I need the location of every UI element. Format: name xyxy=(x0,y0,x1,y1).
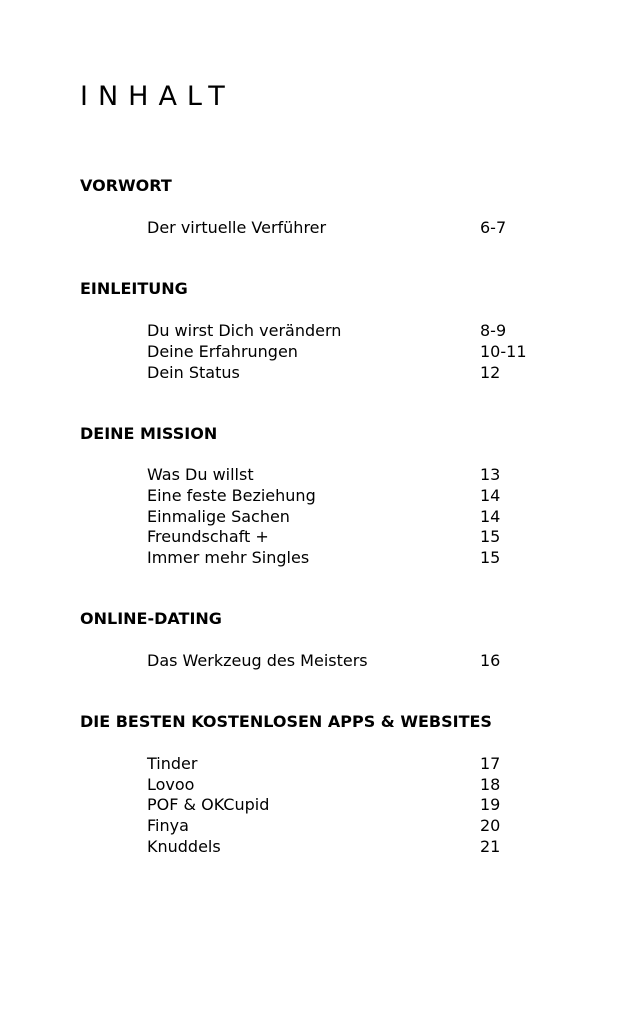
toc-entry-label: Immer mehr Singles xyxy=(147,548,310,567)
page-title: INHALT xyxy=(80,81,235,112)
toc-entry[interactable] xyxy=(147,217,567,238)
toc-entry[interactable] xyxy=(147,753,567,774)
toc-entry[interactable] xyxy=(147,815,567,836)
toc-entry[interactable] xyxy=(147,836,567,857)
toc-entry-pages: 8-9 xyxy=(480,321,507,340)
toc-entry-label: Du wirst Dich verändern xyxy=(147,321,342,340)
toc-entry-pages: 14 xyxy=(480,507,501,526)
toc-entry-label: Freundschaft + xyxy=(147,527,269,546)
toc-entry-label: Deine Erfahrungen xyxy=(147,342,298,361)
toc-entry-pages: 17 xyxy=(480,754,501,773)
toc-entry-pages: 16 xyxy=(480,651,501,670)
toc-entry-pages: 15 xyxy=(480,548,501,567)
section-heading-einleitung: EINLEITUNG xyxy=(80,279,188,298)
toc-entry[interactable] xyxy=(147,320,567,341)
toc-entry[interactable] xyxy=(147,650,567,671)
toc-entry-pages: 14 xyxy=(480,486,501,505)
toc-entry-label: Dein Status xyxy=(147,363,240,382)
section-heading-apps-websites: DIE BESTEN KOSTENLOSEN APPS & WEBSITES xyxy=(80,712,492,731)
toc-entry-pages: 10-11 xyxy=(480,342,527,361)
toc-entry-label: Das Werkzeug des Meisters xyxy=(147,651,368,670)
toc-entry-label: Einmalige Sachen xyxy=(147,507,290,526)
toc-entry[interactable] xyxy=(147,362,567,383)
toc-entry-label: Finya xyxy=(147,816,189,835)
toc-entry-pages: 21 xyxy=(480,837,501,856)
toc-entry[interactable] xyxy=(147,464,567,485)
toc-entry-label: POF & OKCupid xyxy=(147,795,270,814)
section-heading-vorwort: VORWORT xyxy=(80,176,172,195)
toc-entry-pages: 6-7 xyxy=(480,218,507,237)
toc-entry-label: Was Du willst xyxy=(147,465,254,484)
toc-entry-pages: 19 xyxy=(480,795,501,814)
toc-entry-label: Der virtuelle Verführer xyxy=(147,218,327,237)
toc-entry[interactable] xyxy=(147,526,567,547)
toc-entry[interactable] xyxy=(147,547,567,568)
toc-entry[interactable] xyxy=(147,506,567,527)
section-heading-online-dating: ONLINE-DATING xyxy=(80,609,222,628)
toc-entry[interactable] xyxy=(147,341,567,362)
section-heading-deine-mission: DEINE MISSION xyxy=(80,424,218,443)
toc-entry-label: Tinder xyxy=(147,754,198,773)
toc-entry-pages: 13 xyxy=(480,465,501,484)
toc-entry[interactable] xyxy=(147,485,567,506)
toc-entry-pages: 12 xyxy=(480,363,501,382)
toc-entry-label: Knuddels xyxy=(147,837,221,856)
toc-entry-label: Lovoo xyxy=(147,775,195,794)
toc-entry-pages: 20 xyxy=(480,816,501,835)
toc-entry-label: Eine feste Beziehung xyxy=(147,486,316,505)
toc-entry-pages: 15 xyxy=(480,527,501,546)
toc-entry[interactable] xyxy=(147,794,567,815)
toc-entry-pages: 18 xyxy=(480,775,501,794)
toc-entry[interactable] xyxy=(147,774,567,795)
